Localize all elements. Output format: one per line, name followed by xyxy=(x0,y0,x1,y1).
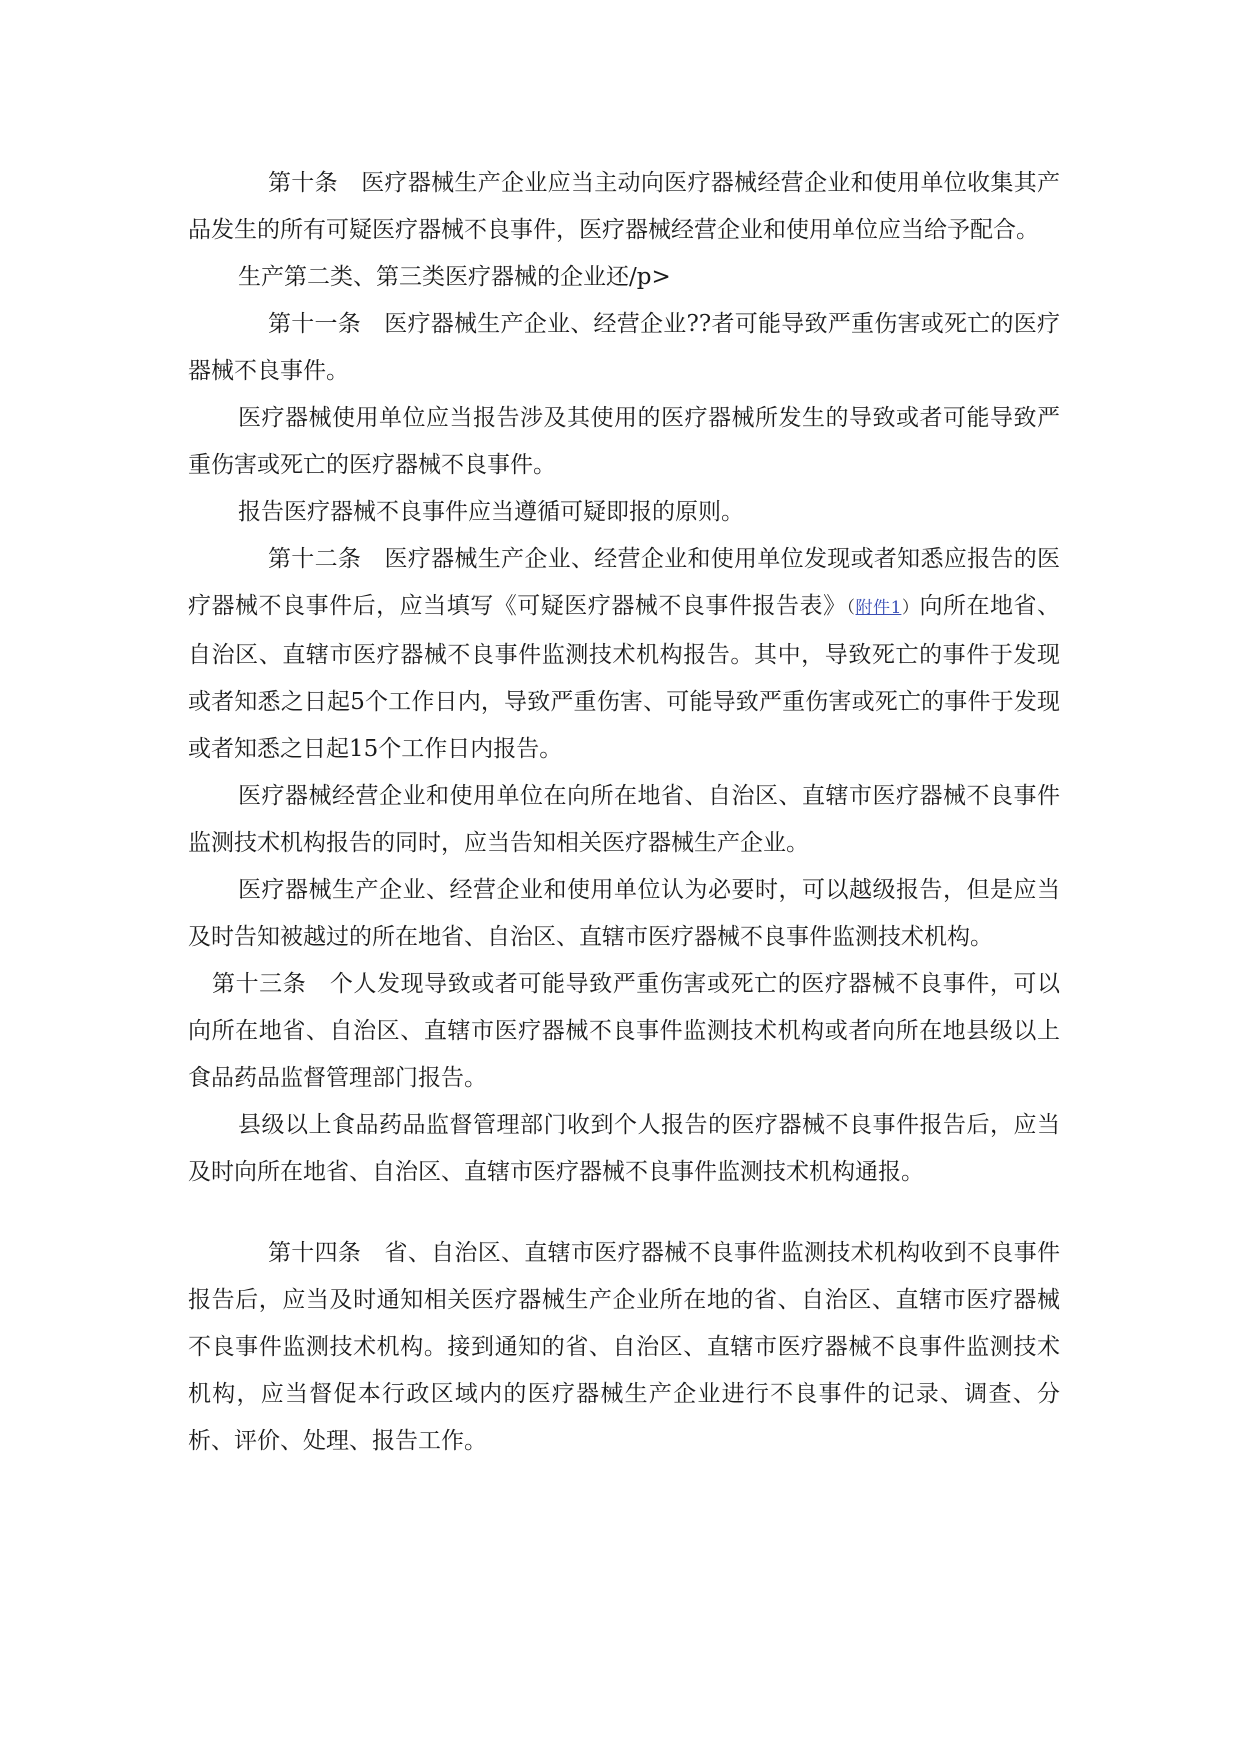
article-13-paragraph: 第十三条 个人发现导致或者可能导致严重伤害或死亡的医疗器械不良事件，可以向所在地省、自治区、直辖市医疗器械不良事件监测技术机构或者向所在地县级以上食品药品监督管理部门报告。 xyxy=(188,971,1060,1091)
paren-open: （ xyxy=(846,598,856,618)
article-14-paragraph: 第十四条 省、自治区、直辖市医疗器械不良事件监测技术机构收到不良事件报告后，应当及时通知相关医疗器械生产企业所在地的省、自治区、直辖市医疗器械不良事件监测技术机构。接到通知的省、自治区、直辖市医疗器械不良事件监测技术机构，应当督促本行政区域内的医疗器械生产企业进行不良事件的记录、调查、分析、评价、处理、报告工作。 xyxy=(188,1240,1060,1454)
paren-close: ） xyxy=(901,598,920,618)
attachment-1-link[interactable]: 附件1 xyxy=(855,598,902,618)
article-10-second-paragraph: 生产第二类、第三类医疗器械的企业还/p> xyxy=(238,264,671,290)
article-11-third-paragraph: 报告医疗器械不良事件应当遵循可疑即报的原则。 xyxy=(238,499,744,525)
article-13-second-paragraph: 县级以上食品药品监督管理部门收到个人报告的医疗器械不良事件报告后，应当及时向所在地省、自治区、直辖市医疗器械不良事件监测技术机构通报。 xyxy=(188,1112,1060,1185)
document-body xyxy=(188,160,1060,1465)
article-12-third-paragraph: 医疗器械生产企业、经营企业和使用单位认为必要时，可以越级报告，但是应当及时告知被越过的所在地省、自治区、直辖市医疗器械不良事件监测技术机构。 xyxy=(188,877,1060,950)
article-12-text-after: 向所在地省、自治区、直辖市医疗器械不良事件监测技术机构报告。其中，导致死亡的事件于发现或者知悉之日起5个工作日内，导致严重伤害、可能导致严重伤害或死亡的事件于发现或者知悉之日起15个工作日内报告。 xyxy=(188,593,1061,762)
article-12-text-before: 第十二条 医疗器械生产企业、经营企业和使用单位发现或者知悉应报告的医疗器械不良事件后，应当填写《可疑医疗器械不良事件报告表》 xyxy=(188,546,1060,619)
article-11-second-paragraph: 医疗器械使用单位应当报告涉及其使用的医疗器械所发生的导致或者可能导致严重伤害或死亡的医疗器械不良事件。 xyxy=(188,405,1060,478)
article-11-paragraph: 第十一条 医疗器械生产企业、经营企业??者可能导致严重伤害或死亡的医疗器械不良事件。 xyxy=(188,311,1060,384)
article-10-paragraph: 第十条 医疗器械生产企业应当主动向医疗器械经营企业和使用单位收集其产品发生的所有可疑医疗器械不良事件，医疗器械经营企业和使用单位应当给予配合。 xyxy=(188,170,1060,243)
article-12-paragraph xyxy=(188,536,1060,773)
article-12-second-paragraph: 医疗器械经营企业和使用单位在向所在地省、自治区、直辖市医疗器械不良事件监测技术机构报告的同时，应当告知相关医疗器械生产企业。 xyxy=(188,783,1060,856)
